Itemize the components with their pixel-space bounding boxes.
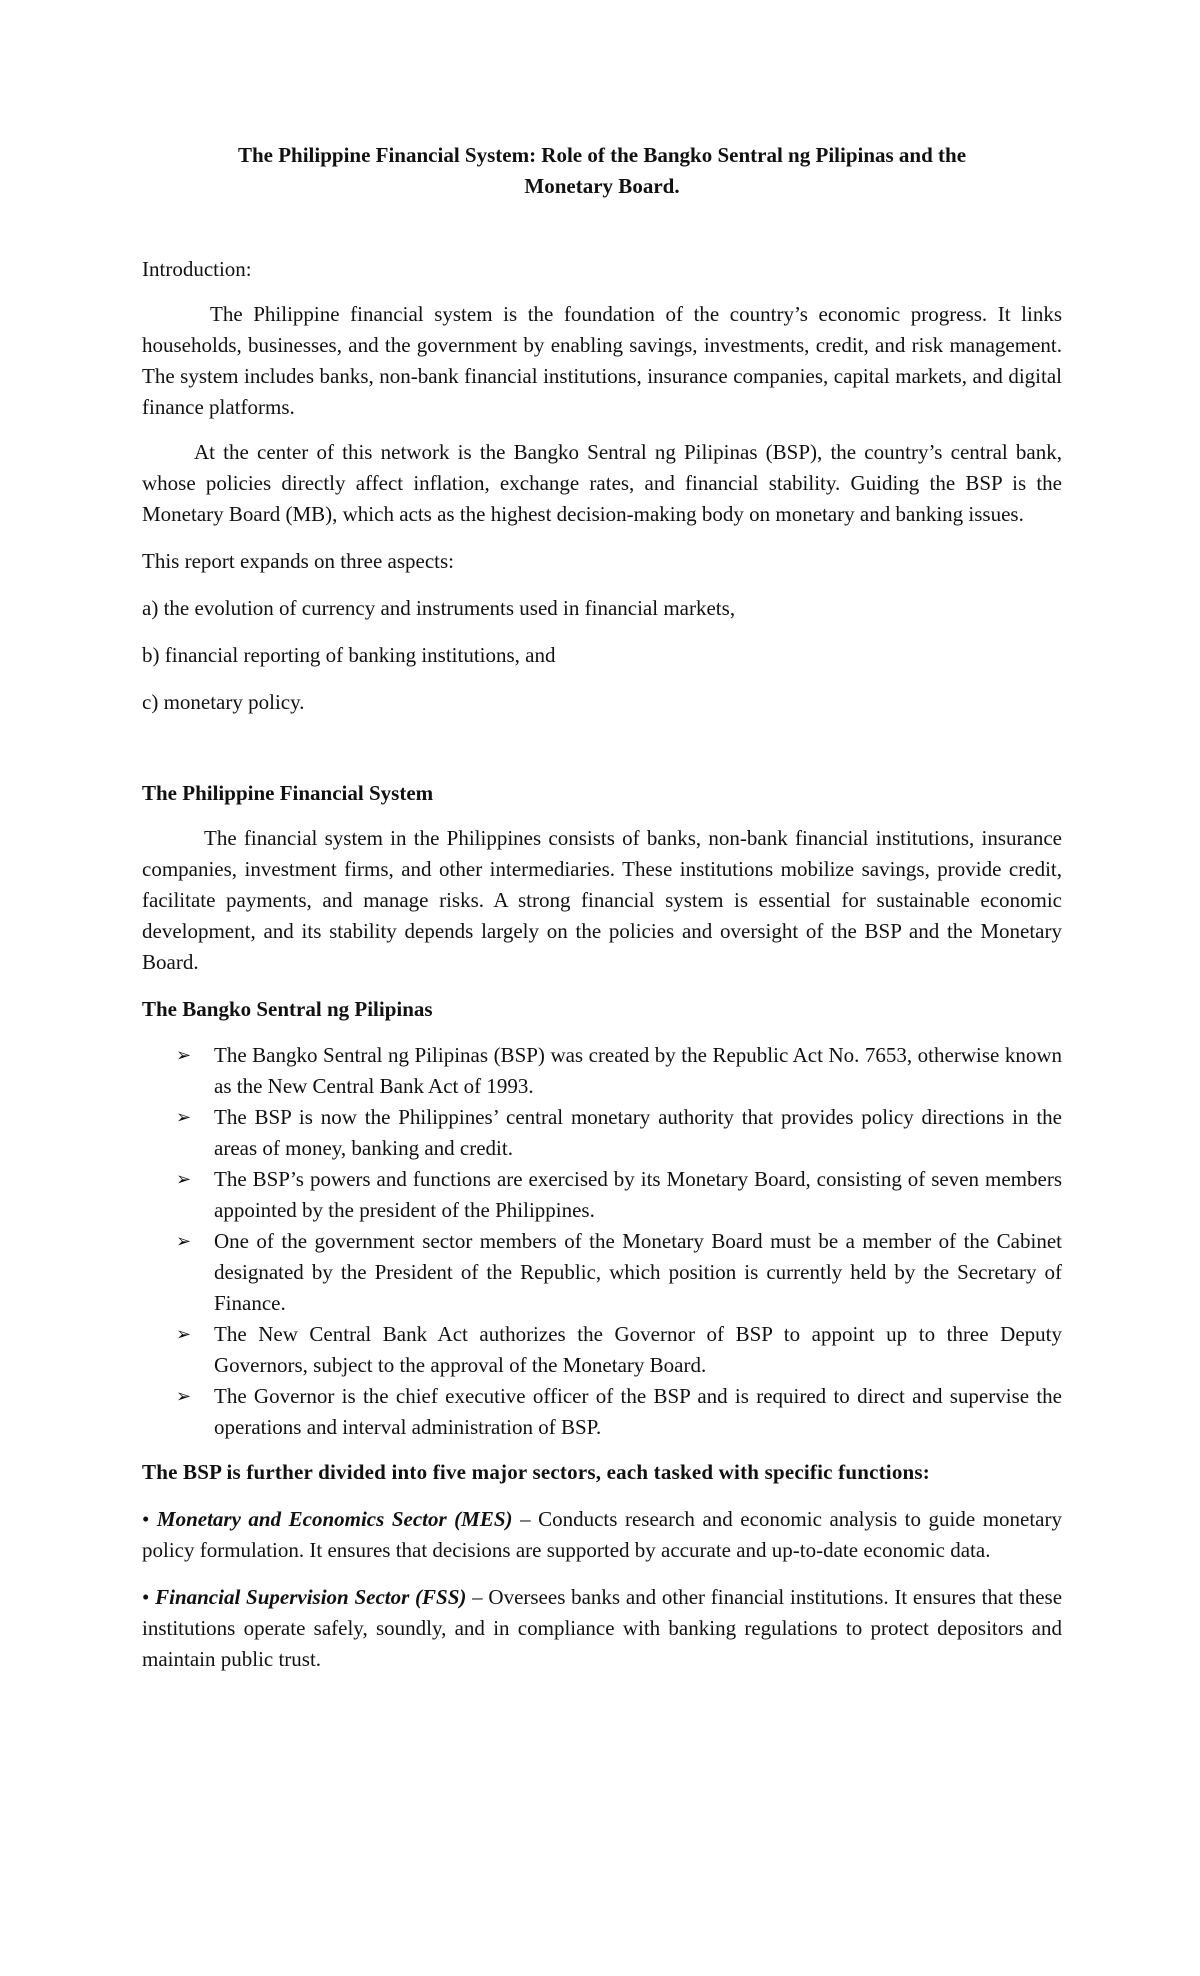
bsp-point <box>142 1040 1062 1102</box>
bsp-point <box>142 1102 1062 1164</box>
bsp-point <box>142 1226 1062 1319</box>
arrow-bullet-icon: ➢ <box>176 1107 192 1128</box>
bsp-point-text: The BSP’s powers and functions are exercised by its Monetary Board, consisting of seven members appointed by the president of the Philippines. <box>214 1167 1062 1222</box>
bsp-point-text: The Governor is the chief executive officer of the BSP and is required to direct and supervise the operations and interval administration of BSP. <box>214 1384 1062 1439</box>
bsp-point-text: The New Central Bank Act authorizes the Governor of BSP to appoint up to three Deputy Governors, subject to the approval of the Monetary Board. <box>214 1322 1062 1377</box>
sector-item-mes <box>142 1504 1062 1566</box>
bsp-point <box>142 1319 1062 1381</box>
intro-paragraph-2: At the center of this network is the Bangko Sentral ng Pilipinas (BSP), the country’s central bank, whose policies directly affect inflation, exchange rates, and financial stability. Guiding the BSP is the Monetary Board (MB), which acts as the highest decision-making body on monetary and banking issues. <box>142 440 1062 526</box>
aspect-item: a) the evolution of currency and instruments used in financial markets, <box>142 596 736 620</box>
report-aspects-intro: This report expands on three aspects: <box>142 549 454 573</box>
sector-bullet: • <box>142 1507 150 1531</box>
title-line-1: The Philippine Financial System: Role of the Bangko Sentral ng Pilipinas and the <box>237 143 967 167</box>
title-line-2: Monetary Board. <box>524 174 680 198</box>
arrow-bullet-icon: ➢ <box>176 1324 192 1345</box>
introduction-label: Introduction: <box>142 257 252 281</box>
arrow-bullet-icon: ➢ <box>176 1231 192 1252</box>
sector-bullet: • <box>142 1585 150 1609</box>
bsp-point <box>142 1381 1062 1443</box>
bsp-point <box>142 1164 1062 1226</box>
document-page <box>142 140 1062 1675</box>
sector-item-fss <box>142 1582 1062 1675</box>
bsp-point-text: The Bangko Sentral ng Pilipinas (BSP) was created by the Republic Act No. 7653, otherwise known as the New Central Bank Act of 1993. <box>214 1043 1062 1098</box>
sector-name: Monetary and Economics Sector (MES) <box>156 1507 513 1531</box>
document-title <box>142 140 1062 202</box>
section-heading-bsp: The Bangko Sentral ng Pilipinas <box>142 997 433 1021</box>
aspect-item: c) monetary policy. <box>142 690 305 714</box>
intro-paragraph-1: The Philippine financial system is the foundation of the country’s economic progress. It links households, businesses, and the government by enabling savings, investments, credit, and risk management. The system includes banks, non-bank financial institutions, insurance companies, capital markets, and digital finance platforms. <box>142 302 1062 419</box>
sector-name: Financial Supervision Sector (FSS) <box>155 1585 467 1609</box>
sector-description: – Oversees banks and other financial institutions. It ensures that these institutions operate safely, soundly, and in compliance with banking regulations to protect depositors and maintain public trust. <box>142 1585 1063 1671</box>
arrow-bullet-icon: ➢ <box>176 1045 192 1066</box>
bsp-points-list <box>142 1040 1062 1443</box>
bsp-point-text: One of the government sector members of the Monetary Board must be a member of the Cabinet designated by the President of the Republic, which position is currently held by the Secretary of Finance. <box>214 1229 1062 1315</box>
arrow-bullet-icon: ➢ <box>176 1386 192 1407</box>
financial-system-paragraph: The financial system in the Philippines consists of banks, non-bank financial institutions, insurance companies, investment firms, and other intermediaries. These institutions mobilize savings, provide credit, facilitate payments, and manage risks. A strong financial system is essential for sustainable economic development, and its stability depends largely on the policies and oversight of the BSP and the Monetary Board. <box>142 826 1062 974</box>
sectors-heading: The BSP is further divided into five major sectors, each tasked with specific functions: <box>142 1460 930 1484</box>
arrow-bullet-icon: ➢ <box>176 1169 192 1190</box>
bsp-point-text: The BSP is now the Philippines’ central monetary authority that provides policy directions in the areas of money, banking and credit. <box>214 1105 1062 1160</box>
section-heading-financial-system: The Philippine Financial System <box>142 781 434 805</box>
aspect-item: b) financial reporting of banking institutions, and <box>142 643 556 667</box>
sector-description: – Conducts research and economic analysis to guide monetary policy formulation. It ensures that decisions are supported by accurate and up-to-date economic data. <box>142 1507 1062 1562</box>
